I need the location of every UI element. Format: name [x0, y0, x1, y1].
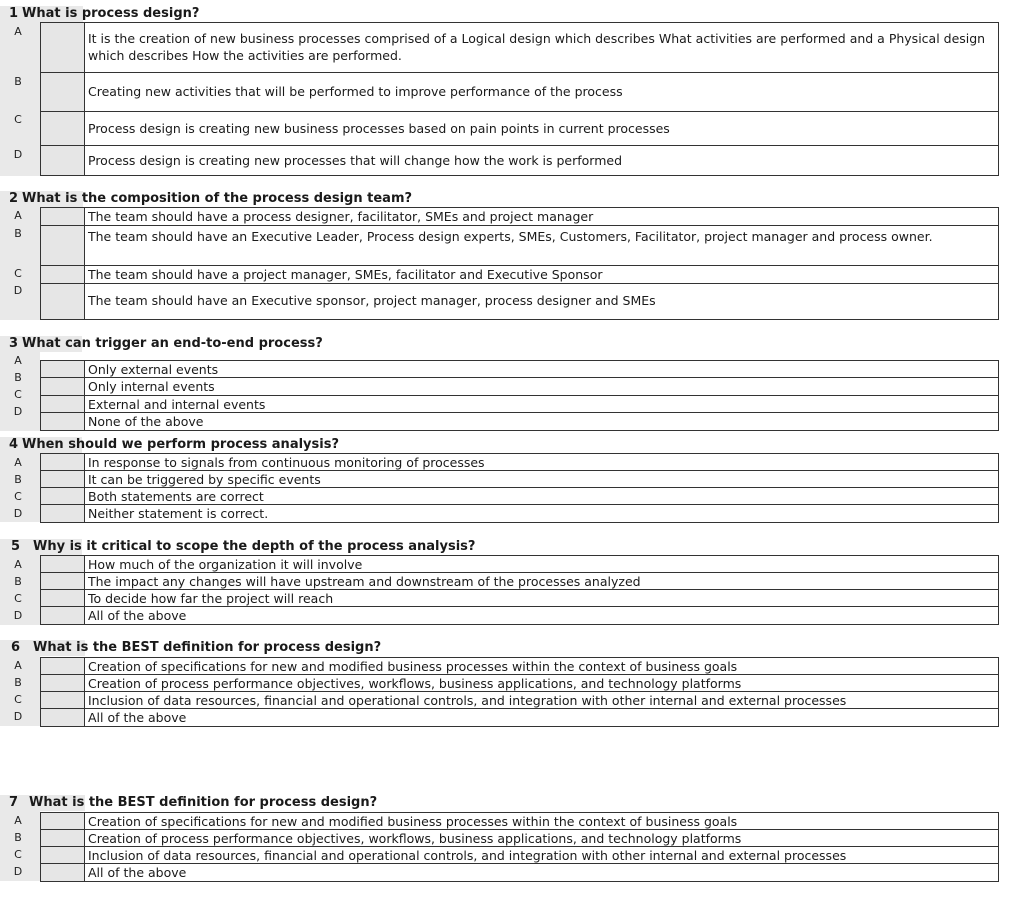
option-text: The team should have an Executive Leader, Process design experts, SMEs, Customers, Facilitator, project manager and process owner.: [88, 229, 933, 244]
option-letter: C: [14, 113, 22, 126]
option-letter: D: [13, 865, 23, 878]
answer-cell[interactable]: [41, 692, 85, 708]
options-table: [40, 22, 999, 176]
option-text: Only internal events: [88, 379, 215, 394]
option-letter: A: [14, 209, 22, 222]
question-text: What is the composition of the process design team?: [22, 191, 413, 206]
option-text: All of the above: [88, 865, 187, 880]
options-table: [40, 453, 999, 523]
option-row-a[interactable]: [41, 658, 998, 675]
answer-cell[interactable]: [41, 471, 85, 487]
question-number: 5: [11, 539, 21, 554]
options-table: [40, 360, 999, 431]
question-text: Why is it critical to scope the depth of the process analysis?: [33, 539, 476, 554]
option-text: Both statements are correct: [88, 489, 264, 504]
answer-cell[interactable]: [41, 73, 85, 111]
option-letter: A: [14, 354, 22, 367]
option-row-c[interactable]: [41, 266, 998, 284]
option-row-a[interactable]: [41, 813, 998, 830]
option-letter: B: [14, 371, 22, 384]
option-text: Creation of process performance objectives, workflows, business applications, and technology platforms: [88, 831, 742, 846]
option-row-d[interactable]: [41, 146, 998, 175]
option-text: Inclusion of data resources, financial and operational controls, and integration with other internal and external processes: [88, 693, 847, 708]
option-text: How much of the organization it will involve: [88, 557, 363, 572]
option-row-d[interactable]: [41, 864, 998, 881]
option-letter: D: [13, 609, 23, 622]
option-row-a[interactable]: [41, 361, 998, 378]
option-letter: A: [14, 659, 22, 672]
option-row-c[interactable]: [41, 488, 998, 505]
options-table: [40, 207, 999, 320]
option-row-a[interactable]: [41, 208, 998, 226]
option-letter: B: [14, 75, 22, 88]
option-text: Creating new activities that will be performed to improve performance of the process: [88, 84, 623, 99]
option-letter: C: [14, 490, 22, 503]
question-number: 2: [9, 191, 19, 206]
option-text: External and internal events: [88, 397, 266, 412]
option-row-d[interactable]: [41, 413, 998, 430]
question-text: What can trigger an end-to-end process?: [22, 336, 323, 351]
option-letter: D: [13, 710, 23, 723]
option-text: To decide how far the project will reach: [88, 591, 334, 606]
option-text: In response to signals from continuous monitoring of processes: [88, 455, 485, 470]
option-text: Inclusion of data resources, financial and operational controls, and integration with other internal and external processes: [88, 848, 847, 863]
option-text: The team should have a process designer, facilitator, SMEs and project manager: [88, 209, 594, 224]
option-text: The team should have an Executive sponsor, project manager, process designer and SMEs: [88, 293, 656, 308]
answer-cell[interactable]: [41, 590, 85, 606]
option-letter: D: [13, 405, 23, 418]
answer-cell[interactable]: [41, 208, 85, 225]
answer-cell[interactable]: [41, 146, 85, 175]
option-row-c[interactable]: [41, 590, 998, 607]
option-text: Process design is creating new business processes based on pain points in current processes: [88, 121, 670, 136]
option-row-d[interactable]: [41, 607, 998, 624]
answer-cell[interactable]: [41, 396, 85, 412]
option-row-b[interactable]: [41, 675, 998, 692]
answer-cell[interactable]: [41, 505, 85, 522]
option-letter: B: [14, 676, 22, 689]
option-letter: A: [14, 814, 22, 827]
answer-cell[interactable]: [41, 413, 85, 430]
answer-cell[interactable]: [41, 488, 85, 504]
option-row-a[interactable]: [41, 454, 998, 471]
option-letter: D: [13, 507, 23, 520]
option-row-c[interactable]: [41, 396, 998, 413]
answer-cell[interactable]: [41, 23, 85, 72]
question-number: 1: [9, 6, 19, 21]
option-text: The team should have a project manager, SMEs, facilitator and Executive Sponsor: [88, 267, 603, 282]
question-text: What is the BEST definition for process design?: [33, 640, 382, 655]
option-text: All of the above: [88, 608, 187, 623]
option-text: It is the creation of new business processes comprised of a Logical design which describes What activities are performed and a Physical design which describes How the activities are performed.: [88, 31, 986, 63]
option-text: None of the above: [88, 414, 204, 429]
option-letter: B: [14, 831, 22, 844]
option-letter: C: [14, 388, 22, 401]
option-letter: C: [14, 848, 22, 861]
answer-cell[interactable]: [41, 675, 85, 691]
option-text: Process design is creating new processes that will change how the work is performed: [88, 153, 623, 168]
option-row-d[interactable]: [41, 284, 998, 319]
option-text: Creation of process performance objectives, workflows, business applications, and technology platforms: [88, 676, 742, 691]
option-row-a[interactable]: [41, 556, 998, 573]
answer-cell[interactable]: [41, 658, 85, 674]
option-letter: C: [14, 592, 22, 605]
option-row-b[interactable]: [41, 830, 998, 847]
option-letter: D: [13, 284, 23, 297]
options-table: [40, 657, 999, 727]
question-number: 3: [9, 336, 19, 351]
option-text: It can be triggered by specific events: [88, 472, 321, 487]
options-table: [40, 812, 999, 882]
option-row-b[interactable]: [41, 573, 998, 590]
option-text: Only external events: [88, 362, 219, 377]
option-row-c[interactable]: [41, 847, 998, 864]
answer-cell[interactable]: [41, 573, 85, 589]
answer-cell[interactable]: [41, 226, 85, 265]
option-text: All of the above: [88, 710, 187, 725]
answer-cell[interactable]: [41, 709, 85, 726]
option-letter: A: [14, 25, 22, 38]
option-letter: C: [14, 267, 22, 280]
question-number: 4: [9, 437, 19, 452]
answer-cell[interactable]: [41, 378, 85, 395]
answer-cell[interactable]: [41, 813, 85, 829]
option-row-b[interactable]: [41, 73, 998, 112]
option-text: The impact any changes will have upstream and downstream of the processes analyzed: [88, 574, 641, 589]
option-letter: C: [14, 693, 22, 706]
question-number: 6: [11, 640, 21, 655]
option-row-d[interactable]: [41, 709, 998, 726]
option-letter: B: [14, 575, 22, 588]
option-row-c[interactable]: [41, 112, 998, 146]
answer-cell[interactable]: [41, 556, 85, 572]
option-row-c[interactable]: [41, 692, 998, 709]
option-row-b[interactable]: [41, 471, 998, 488]
option-letter: B: [14, 473, 22, 486]
answer-cell[interactable]: [41, 266, 85, 283]
options-table: [40, 555, 999, 625]
option-text: Creation of specifications for new and modified business processes within the context of business goals: [88, 814, 738, 829]
answer-cell[interactable]: [41, 830, 85, 846]
question-number: 7: [9, 795, 19, 810]
question-text: When should we perform process analysis?: [22, 437, 339, 452]
option-row-b[interactable]: [41, 378, 998, 396]
answer-cell[interactable]: [41, 284, 85, 319]
answer-cell[interactable]: [41, 361, 85, 377]
answer-cell[interactable]: [41, 847, 85, 863]
question-text: What is process design?: [22, 6, 200, 21]
option-text: Creation of specifications for new and modified business processes within the context of business goals: [88, 659, 738, 674]
option-row-a[interactable]: [41, 23, 998, 73]
question-text: What is the BEST definition for process design?: [29, 795, 378, 810]
option-letter: D: [13, 148, 23, 161]
answer-cell[interactable]: [41, 607, 85, 624]
option-row-d[interactable]: [41, 505, 998, 522]
answer-cell[interactable]: [41, 112, 85, 145]
option-letter: A: [14, 456, 22, 469]
option-letter: A: [14, 558, 22, 571]
option-text: Neither statement is correct.: [88, 506, 269, 521]
option-row-b[interactable]: [41, 226, 998, 266]
option-letter: B: [14, 227, 22, 240]
answer-cell[interactable]: [41, 454, 85, 470]
answer-cell[interactable]: [41, 864, 85, 881]
